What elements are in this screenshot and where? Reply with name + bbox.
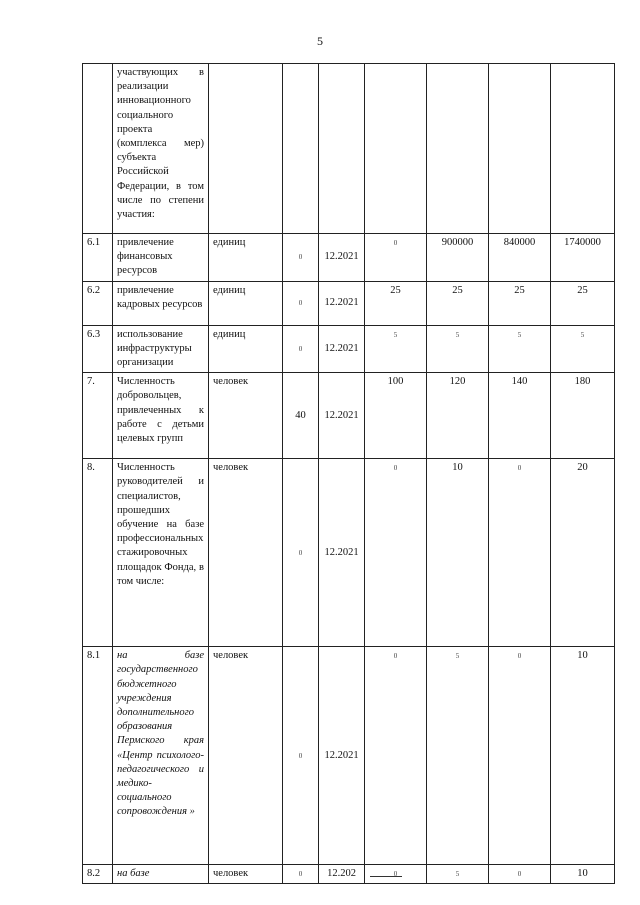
indicators-table bbox=[82, 63, 615, 884]
table-row bbox=[83, 281, 615, 325]
base-date: 12.2021 bbox=[319, 281, 365, 325]
row-number: 8. bbox=[83, 459, 113, 647]
row-number bbox=[83, 64, 113, 234]
unit-of-measure: человек bbox=[209, 647, 283, 865]
value-year-4: 10 bbox=[551, 647, 615, 865]
value-year-3 bbox=[489, 64, 551, 234]
value-year-3: 5 bbox=[489, 325, 551, 373]
table-row bbox=[83, 373, 615, 459]
value-year-3: 840000 bbox=[489, 234, 551, 282]
indicator-name: Численность добровольцев, привлеченных к работе с детьми целевых групп bbox=[113, 373, 209, 459]
value-year-3: 0 bbox=[489, 647, 551, 865]
unit-of-measure: человек bbox=[209, 373, 283, 459]
base-date: 12.2021 bbox=[319, 647, 365, 865]
value-year-4: 180 bbox=[551, 373, 615, 459]
base-value bbox=[283, 64, 319, 234]
base-value: 40 bbox=[283, 373, 319, 459]
row-number: 6.2 bbox=[83, 281, 113, 325]
unit-of-measure: человек bbox=[209, 865, 283, 884]
value-year-1: 0 bbox=[365, 865, 427, 884]
indicator-name: использование инфраструктуры организации bbox=[113, 325, 209, 373]
value-year-3: 140 bbox=[489, 373, 551, 459]
value-year-1 bbox=[365, 64, 427, 234]
row-number: 8.2 bbox=[83, 865, 113, 884]
indicator-name: привлечение кадровых ресурсов bbox=[113, 281, 209, 325]
value-year-2: 900000 bbox=[427, 234, 489, 282]
value-year-3: 25 bbox=[489, 281, 551, 325]
indicator-name: на базе bbox=[113, 865, 209, 884]
value-year-1: 0 bbox=[365, 647, 427, 865]
unit-of-measure: единиц bbox=[209, 234, 283, 282]
base-date: 12.2021 bbox=[319, 373, 365, 459]
value-year-3: 0 bbox=[489, 865, 551, 884]
value-year-2: 5 bbox=[427, 647, 489, 865]
table-row bbox=[83, 865, 615, 884]
value-year-4: 25 bbox=[551, 281, 615, 325]
base-date: 12.2021 bbox=[319, 459, 365, 647]
value-year-4: 10 bbox=[551, 865, 615, 884]
value-year-2: 10 bbox=[427, 459, 489, 647]
indicator-name: привлечение финансовых ресурсов bbox=[113, 234, 209, 282]
base-value: 0 bbox=[283, 459, 319, 647]
unit-of-measure: единиц bbox=[209, 281, 283, 325]
indicator-name: Численность руководителей и специалистов, прошедших обучение на базе профессиональных стажировочных площадок Фонда, в том числе: bbox=[113, 459, 209, 647]
value-year-1: 5 bbox=[365, 325, 427, 373]
unit-of-measure bbox=[209, 64, 283, 234]
unit-of-measure: единиц bbox=[209, 325, 283, 373]
value-year-3: 0 bbox=[489, 459, 551, 647]
row-number: 7. bbox=[83, 373, 113, 459]
footer-line bbox=[370, 876, 402, 877]
value-year-2: 5 bbox=[427, 325, 489, 373]
row-number: 8.1 bbox=[83, 647, 113, 865]
table-row bbox=[83, 459, 615, 647]
value-year-2: 120 bbox=[427, 373, 489, 459]
base-value: 0 bbox=[283, 325, 319, 373]
base-date: 12.202 bbox=[319, 865, 365, 884]
indicator-name: участвующих в реализации инновационного социального проекта (комплекса мер) субъекта Российской Федерации, в том числе по степени участия: bbox=[113, 64, 209, 234]
table-row bbox=[83, 64, 615, 234]
table-row bbox=[83, 325, 615, 373]
value-year-1: 0 bbox=[365, 459, 427, 647]
table-row bbox=[83, 234, 615, 282]
indicator-name: на базе государственного бюджетного учреждения дополнительного образования Пермского края «Центр психолого-педагогического и медико-социального сопровождения » bbox=[113, 647, 209, 865]
row-number: 6.1 bbox=[83, 234, 113, 282]
base-value: 0 bbox=[283, 281, 319, 325]
value-year-1: 25 bbox=[365, 281, 427, 325]
base-value: 0 bbox=[283, 234, 319, 282]
value-year-1: 0 bbox=[365, 234, 427, 282]
value-year-2: 25 bbox=[427, 281, 489, 325]
value-year-2 bbox=[427, 64, 489, 234]
value-year-4 bbox=[551, 64, 615, 234]
value-year-4: 1740000 bbox=[551, 234, 615, 282]
value-year-4: 20 bbox=[551, 459, 615, 647]
value-year-2: 5 bbox=[427, 865, 489, 884]
base-date bbox=[319, 64, 365, 234]
value-year-1: 100 bbox=[365, 373, 427, 459]
page-number: 5 bbox=[317, 34, 323, 48]
unit-of-measure: человек bbox=[209, 459, 283, 647]
base-date: 12.2021 bbox=[319, 325, 365, 373]
base-date: 12.2021 bbox=[319, 234, 365, 282]
base-value: 0 bbox=[283, 647, 319, 865]
row-number: 6.3 bbox=[83, 325, 113, 373]
value-year-4: 5 bbox=[551, 325, 615, 373]
base-value: 0 bbox=[283, 865, 319, 884]
table-row bbox=[83, 647, 615, 865]
